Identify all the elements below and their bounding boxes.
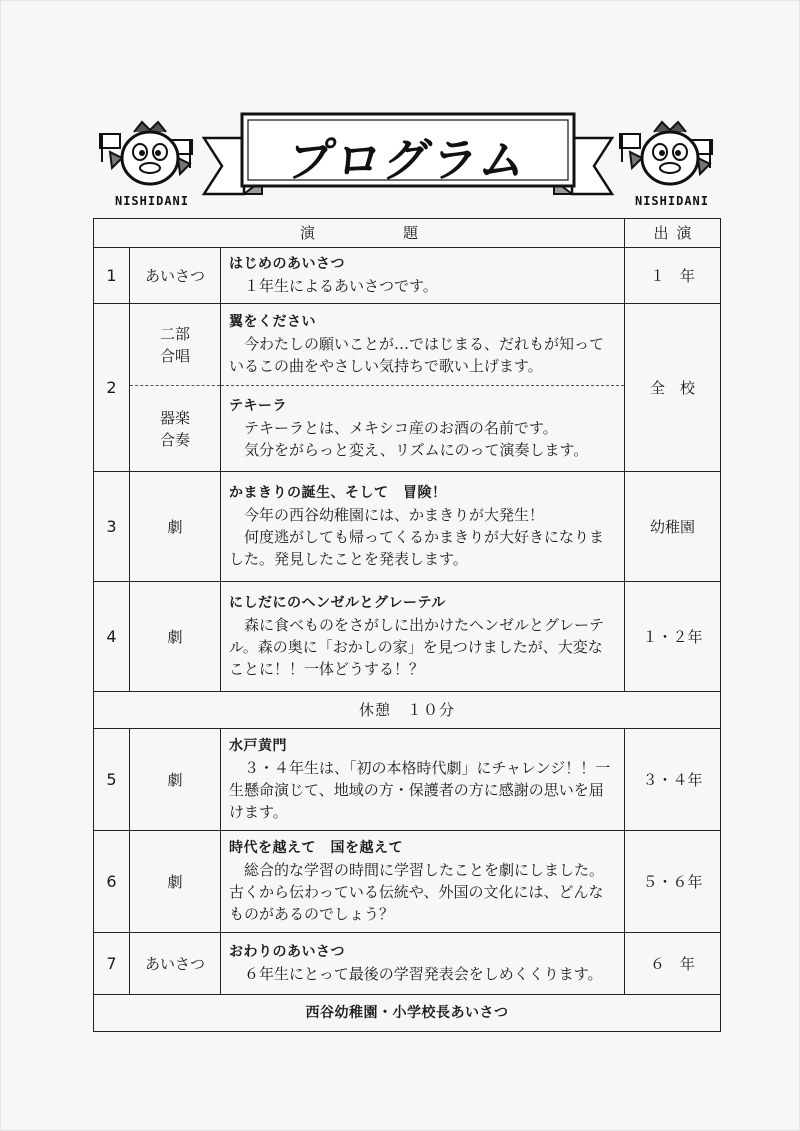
item-title: 翼をください [229,314,316,330]
item-description [221,582,625,692]
item-type: あいさつ [130,248,221,304]
item-type: 劇 [130,831,221,933]
item-performer: 全 校 [625,304,721,472]
program-table [93,218,721,1032]
table-row [94,248,721,304]
table-row [94,582,721,692]
item-number: 2 [94,304,130,472]
item-title: おわりのあいさつ [229,944,345,960]
item-text: 今わたしの願いことが…ではじまる、だれもが知っているこの曲をやさしい気持ちで歌い上げます。 [229,335,605,375]
item-performer: １・２年 [625,582,721,692]
mascot-logo-left [96,118,208,208]
item-title: テキーラ [229,398,287,414]
item-number: 6 [94,831,130,933]
mascot-logo-right [616,118,728,208]
column-header-title: 演 題 [94,219,625,248]
column-header-performer: 出 演 [625,219,721,248]
item-text: 気分をがらっと変え、リズムにのって演奏します。 [244,441,589,459]
item-text: 総合的な学習の時間に学習したことを劇にしました。古くから伝わっている伝統や、外国の文化には、どんなものがあるのでしょう？ [229,861,605,923]
item-performer: １ 年 [625,248,721,304]
title-banner [200,108,616,212]
item-text: テキーラとは、メキシコ産のお酒の名前です。 [244,419,558,437]
item-title: 水戸黄門 [229,738,287,754]
item-type: 劇 [130,472,221,582]
item-description [221,472,625,582]
item-text: ６年生にとって最後の学習発表会をしめくくります。 [244,965,603,983]
item-text: 何度逃がしても帰ってくるかまきりが大好きになりました。発見したことを発表します。 [229,528,605,568]
item-performer: ３・４年 [625,729,721,831]
item-title: かまきりの誕生、そして 冒険！ [229,485,447,501]
intermission-text: 休憩 １０分 [94,692,721,729]
item-type: 器楽 合奏 [130,386,221,472]
item-title: にしだにのヘンゼルとグレーテル [229,595,446,611]
table-row [94,304,721,386]
mascot-label: NISHIDANI [634,194,710,208]
item-number: 1 [94,248,130,304]
intermission-row [94,692,721,729]
item-title: 時代を越えて 国を越えて [229,840,403,856]
item-performer: ６ 年 [625,933,721,995]
item-text: ３・４年生は、「初の本格時代劇」にチャレンジ！！一生懸命演じて、地域の方・保護者の方に感謝の思いを届けます。 [229,759,611,821]
table-row [94,831,721,933]
item-description [221,248,625,304]
item-performer: ５・６年 [625,831,721,933]
item-number: 7 [94,933,130,995]
closing-row [94,995,721,1032]
item-description [221,729,625,831]
page-title: プログラム [284,133,532,187]
table-row [94,933,721,995]
closing-text: 西谷幼稚園・小学校長あいさつ [94,995,721,1032]
table-row [94,472,721,582]
item-description [221,933,625,995]
item-type: 劇 [130,729,221,831]
item-description [221,304,625,386]
item-type: 劇 [130,582,221,692]
item-description [221,831,625,933]
item-number: 5 [94,729,130,831]
table-header-row [94,219,721,248]
mascot-label: NISHIDANI [114,194,190,208]
item-number: 3 [94,472,130,582]
item-text: １年生によるあいさつです。 [244,277,438,295]
item-type: あいさつ [130,933,221,995]
item-performer: 幼稚園 [625,472,721,582]
item-description [221,386,625,472]
item-number: 4 [94,582,130,692]
item-text: 今年の西谷幼稚園には、かまきりが大発生！ [244,506,545,524]
item-text: 森に食べものをさがしに出かけたヘンゼルとグレーテル。森の奥に「おかしの家」を見つけましたが、大変なことに！！一体どうする！？ [229,616,605,678]
table-row [94,729,721,831]
item-type: 二部 合唱 [130,304,221,386]
item-title: はじめのあいさつ [229,256,345,272]
